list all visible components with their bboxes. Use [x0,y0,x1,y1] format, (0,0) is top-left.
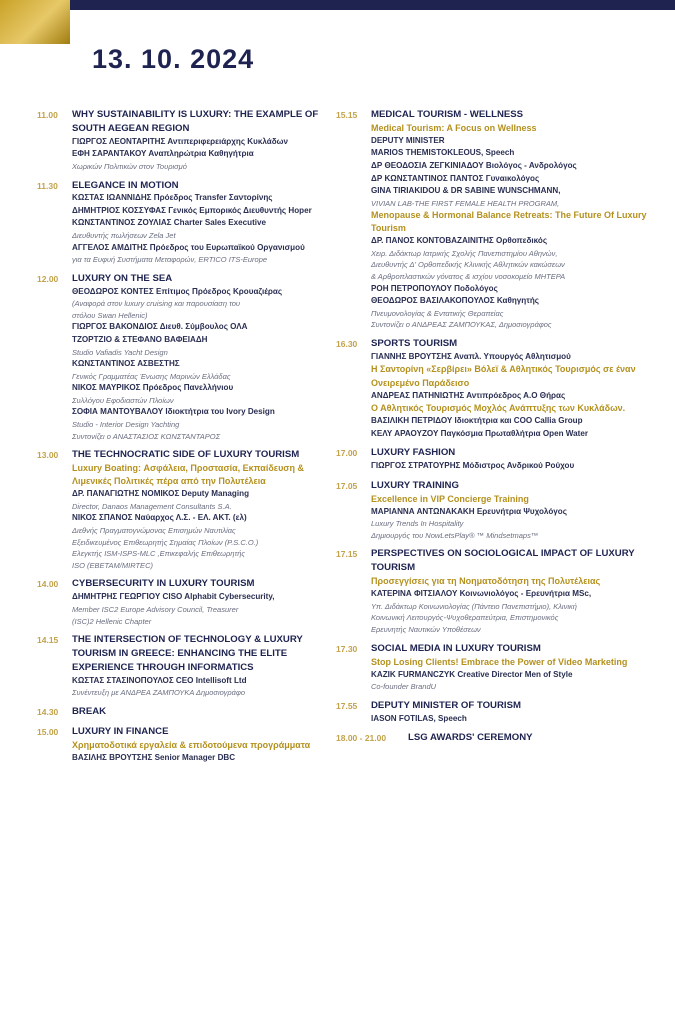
session-title: SPORTS TOURISM [371,338,458,350]
speaker-line: Γενικός Γραμματέας Ένωσης Μαρινών Ελλάδας [72,371,231,381]
session-body [371,699,662,725]
session-time: 14.00 [37,579,59,590]
session-item [37,179,319,266]
speaker-line: ΤΖΟΡΤΖΙΟ & ΣΤΕΦΑΝΟ ΒΑΦΕΙΑΔΗ [72,335,208,344]
speaker-line: IASON FOTILAS, Speech [371,713,467,723]
speaker-line: ΒΑΣΙΛΗΣ ΒΡΟΥΤΣΗΣ Senior Manager DBC [72,752,236,762]
session-title: LUXURY TRAINING [371,479,459,491]
speaker-line: ΑΝΔΡΕΑΣ ΠΑΤΗΝΙΩΤΗΣ Αντιπρόεδρος Α.Ο Θήρας [371,390,566,400]
speaker-line: ΒΑΣΙΛΙΚΗ ΠΕΤΡΙΔΟΥ Ιδιοκτήτρια και COO Callia Group [371,416,583,426]
session-body [371,337,662,440]
speaker-line: Εξειδικευμένος Επιθεωρητής Σημαίας Πλοίων (P.S.C.O.) [72,537,259,547]
speaker-line: Συντονίζει ο ΑΝΑΣΤΑΣΙΟΣ ΚΩΝΣΤΑΝΤΑΡΟΣ [72,431,221,441]
session-item [37,108,319,173]
session-item [336,337,662,440]
session-time: 11.00 [37,110,58,120]
speaker-line: Ελεγκτής ISM-ISPS-MLC ,Επικεφαλής Επιθεωρητής [72,549,246,559]
schedule-right-column [336,108,662,751]
speaker-line: Συλλόγου Εφοδιαστών Πλοίων [72,395,174,405]
gold-corner-decoration [0,0,70,44]
session-body [371,547,662,635]
session-time: 17.30 [336,643,358,654]
session-subtitle: Menopause & Hormonal Balance Retreats: The Future Of Luxury Tourism [371,210,647,234]
session-time: 17.15 [336,549,358,560]
speaker-line: για τα Ευφυή Συστήματα Μεταφορών, ERTICO ITS-Europe [72,255,268,265]
speaker-line: ΔΗΜΗΤΡΗΣ ΓΕΩΡΓΙΟΥ CISO Alphabit Cybersecurity, [72,592,275,602]
speaker-line: Συνέντευξη με ΑΝΔΡΕΑ ΖΑΜΠΟΥΚΑ Δημοσιογράφο [72,688,246,698]
speaker-line: Studio - Interior Design Yachting [72,420,180,429]
session-time: 16.30 [336,339,358,350]
speaker-line: ΚΑΤΕΡΙΝΑ ΦΙΤΣΙΑΛΟΥ Κοινωνιολόγος - Ερευνήτρια MSc, [371,589,592,599]
speaker-line: ΡΟΗ ΠΕΤΡΟΠΟΥΛΟΥ Ποδολόγος [371,283,498,293]
session-item [336,699,662,725]
speaker-line: Studio Vafiadis Yacht Design [72,347,168,357]
session-subtitle: Ο Αθλητικός Τουρισμός Μοχλός Ανάπτυξης των Κυκλάδων. [371,403,626,414]
session-title: WHY SUSTAINABILITY IS LUXURY: THE EXAMPLE OF SOUTH AEGEAN REGION [72,109,319,134]
session-body [371,479,662,542]
session-body [72,179,319,266]
session-time: 14.30 [37,707,59,717]
session-body [72,577,319,627]
speaker-line: GINA TIRIAKIDOU & DR SABINE WUNSCHMANN, [371,186,561,196]
session-body [371,108,662,331]
session-time: 17.55 [336,700,358,711]
session-title: LUXURY IN FINANCE [72,725,169,737]
speaker-line: ΕΦΗ ΣΑΡΑΝΤΑΚΟΥ Αναπληρώτρια Καθηγήτρια [72,149,254,159]
session-item [336,547,662,635]
speaker-line: ΔΡ. ΠΑΝΑΓΙΩΤΗΣ ΝΟΜΙΚΟΣ Deputy Managing [72,489,250,499]
speaker-line: Διεθνής Πραγματογνώμονας Επισημών Ναυτιλίας [72,525,236,535]
session-title: MEDICAL TOURISM - WELLNESS [371,109,524,120]
speaker-line: Co-founder BrandU [371,682,437,692]
session-title: DEPUTY MINISTER OF TOURISM [371,699,521,711]
speaker-line: ΓΙΑΝΝΗΣ ΒΡΟΥΤΣΗΣ Αναπλ. Υπουργός Αθλητισμού [371,351,571,361]
session-item [336,108,662,331]
session-item [336,731,662,745]
session-title: LUXURY ON THE SEA [72,272,173,284]
session-time: 14.15 [37,635,59,646]
speaker-line: MARIOS THEMISTOKLEOUS, Speech [371,148,515,158]
session-body [72,272,319,442]
speaker-line: DEPUTY MINISTER [371,135,445,145]
session-item [336,446,662,472]
session-time: 17.05 [336,480,358,491]
session-body [371,446,662,472]
session-body [408,731,662,745]
speaker-line: ΚΕΛΥ ΑΡΑΟΥΖΟΥ Παγκόσμια Πρωταθλήτρια Open Water [371,428,588,438]
speaker-line: ΚΩΣΤΑΣ ΙΩΑΝΝΙΔΗΣ Πρόεδρος Transfer Σαντορίνης [72,193,273,203]
speaker-line: ΘΕΟΔΩΡΟΣ ΚΟΝΤΕΣ Επίτιμος Πρόεδρος Κρουαζιέρας [72,286,283,296]
session-subtitle: Luxury Boating: Ασφάλεια, Προστασία, Εκπαίδευση & Λιμενικές Πολιτικές πέρα από την Πολυτέλεια [72,463,304,487]
session-time: 13.00 [37,450,59,461]
speaker-line: (ISC)2 Hellenic Chapter [72,616,152,626]
session-item [37,448,319,571]
session-subtitle: Stop Losing Clients! Embrace the Power of Video Marketing [371,656,628,667]
session-item [336,479,662,542]
speaker-line: ΔΡ ΚΩΝΣΤΑΝΤΙΝΟΣ ΠΑΝΤΟΣ Γυναικολόγος [371,173,540,183]
speaker-line: ΓΙΩΡΓΟΣ ΒΑΚΟΝΔΙΟΣ Διευθ. Σύμβουλος ΟΛΑ [72,322,248,332]
speaker-line: ΚΩΝΣΤΑΝΤΙΝΟΣ ΖΟΥΛΙΑΣ Charter Sales Executive [72,218,267,228]
speaker-line: Πνευμονολογίας & Εντατικής Θεραπείας [371,308,504,318]
speaker-line: Διευθυντής πωλήσεων Zela Jet [72,231,176,240]
speaker-line: (Αναφορά στον luxury cruising και παρουσίαση του [72,299,241,309]
session-subtitle: Excellence in VIP Concierge Training [371,493,529,504]
speaker-line: ΔΗΜΗΤΡΙΟΣ ΚΟΣΣΥΦΑΣ Γενικός Εμπορικός Διευθυντής Hoper [72,205,312,215]
session-title: SOCIAL MEDIA IN LUXURY TOURISM [371,642,541,654]
session-title: CYBERSECURITY IN LUXURY TOURISM [72,578,255,590]
session-time: 11.30 [37,180,58,191]
speaker-line: ΓΙΩΡΓΟΣ ΛΕΟΝΤΑΡΙΤΗΣ Αντιπεριφερειάρχης Κυκλάδων [72,136,289,146]
session-title: THE INTERSECTION OF TECHNOLOGY & LUXURY TOURISM IN GREECE: ENHANCING THE ELITE EXPERIENCE THROUGH INFORMATICS [72,634,303,673]
session-body [72,108,319,173]
speaker-line: Director, Danaos Management Consultants S.A. [72,501,232,511]
session-time: 12.00 [37,273,59,284]
session-item [336,642,662,693]
speaker-line: ΝΙΚΟΣ ΣΠΑΝΟΣ Ναύαρχος Λ.Σ. - ΕΛ. ΑΚΤ. (ελ) [72,513,247,523]
speaker-line: ΜΑΡΙΑΝΝΑ ΑΝΤΩΝΑΚΑΚΗ Ερευνήτρια Ψυχολόγος [371,506,567,516]
session-body [72,725,319,764]
session-title: THE TECHNOCRATIC SIDE OF LUXURY TOURISM [72,449,300,461]
speaker-line: ΝΙΚΟΣ ΜΑΥΡΙΚΟΣ Πρόεδρος Πανελλήνιου [72,383,234,393]
speaker-line: ΔΡ. ΠΑΝΟΣ ΚΟΝΤΟΒΑΖΑΙΝΙΤΗΣ Ορθοπεδικός [371,236,548,246]
speaker-line: ΣΟΦΙΑ ΜΑΝΤΟΥΒΑΛΟΥ Ιδιοκτήτρια του Ivory Design [72,407,275,417]
speaker-line: ΚΩΣΤΑΣ ΣΤΑΣΙΝΟΠΟΥΛΟΣ CEO Intellisoft Ltd [72,675,247,685]
speaker-line: Υπ. Διδάκτωρ Κοινωνιολογίας (Πάντειο Πανεπιστήμιο), Κλινική [371,601,577,611]
session-title: PERSPECTIVES ON SOCIOLOGICAL IMPACT OF LUXURY TOURISM [371,548,635,574]
speaker-line: Member ISC2 Europe Advisory Council, Treasurer [72,604,239,614]
session-title: BREAK [72,706,107,717]
page-date: 13. 10. 2024 [92,44,255,74]
session-body [371,642,662,693]
speaker-line: ΑΓΓΕΛΟΣ ΑΜΔΙΤΗΣ Πρόεδρος του Ευρωπαϊκού Οργανισμού [72,242,305,252]
session-item [37,725,319,764]
session-subtitle: Προσεγγίσεις για τη Νοηματοδότηση της Πολυτέλειας [371,576,601,587]
session-time: 18.00 - 21.00 [336,733,387,744]
speaker-line: VIVIAN LAB-THE FIRST FEMALE HEALTH PROGRAM, [371,198,560,208]
speaker-line: ΓΙΩΡΓΟΣ ΣΤΡΑΤΟΥΡΗΣ Μόδιστρος Ανδρικού Ρούχου [371,461,575,471]
speaker-line: Συντονίζει ο ΑΝΔΡΕΑΣ ΖΑΜΠΟΥΚΑΣ, Δημοσιογράφος [371,320,552,330]
session-item [37,272,319,442]
speaker-line: & Αρθροπλαστικών γόνατος & ισχίου νοσοκομείο ΜΗΤΕΡΑ [371,272,566,282]
session-body [72,633,319,699]
session-item [37,633,319,699]
speaker-line: ΔΡ ΘΕΟΔΟΣΙΑ ΖΕΓΚΙΝΙΑΔΟΥ Βιολόγος - Ανδρολόγος [371,161,577,171]
session-time: 15.15 [336,110,358,120]
session-body [72,705,319,719]
session-subtitle: Η Σαντορίνη «Σερβίρει» Βόλεϊ & Αθλητικός Τουρισμός σε έναν Ονειρεμένο Παράδεισο [371,364,636,388]
session-body [72,448,319,571]
schedule-left-column [37,108,319,770]
speaker-line: Χωρικών Πολιτικών στον Τουρισμό [72,161,187,171]
session-item [37,577,319,627]
speaker-line: Δημιουργός του NowLetsPlay® ™ Mindsetmaps™ [371,530,539,540]
speaker-line: ISO (EBETAM/MIRTEC) [72,560,153,570]
session-time: 17.00 [336,448,358,459]
speaker-line: Χειρ. Διδάκτωρ Ιατρικής Σχολής Πανεπιστημίου Αθηνών, [371,248,558,258]
speaker-line: ΘΕΟΔΩΡΟΣ ΒΑΣΙΛΑΚΟΠΟΥΛΟΣ Καθηγητής [371,296,540,306]
session-title: LUXURY FASHION [371,447,456,459]
session-title: LSG AWARDS' CEREMONY [408,732,533,744]
speaker-line: Luxury Trends In Hospitality [371,519,464,529]
session-title: ELEGANCE IN MOTION [72,179,179,191]
speaker-line: στόλου Swan Hellenic) [72,310,148,320]
speaker-line: Διευθυντής Δ' Ορθοπεδικής Κλινικής Αθλητικών κακώσεων [371,260,565,270]
speaker-line: KAZIK FURMANCZYK Creative Director Men of Style [371,669,573,679]
speaker-line: Ερευνητής Ναυτικών Υποθέσεων [371,625,481,635]
session-subtitle: Χρηματοδοτικά εργαλεία & επιδοτούμενα προγράμματα [72,739,311,750]
speaker-line: Κοινωνική Λειτουργός-Ψυχοθεραπεύτρια, Επιστημονικός [371,613,559,623]
speaker-line: ΚΩΝΣΤΑΝΤΙΝΟΣ ΑΣΒΕΣΤΗΣ [72,359,180,369]
session-item [37,705,319,719]
session-time: 15.00 [37,726,59,737]
session-subtitle: Medical Tourism: A Focus on Wellness [371,122,537,133]
top-bar [0,0,675,10]
